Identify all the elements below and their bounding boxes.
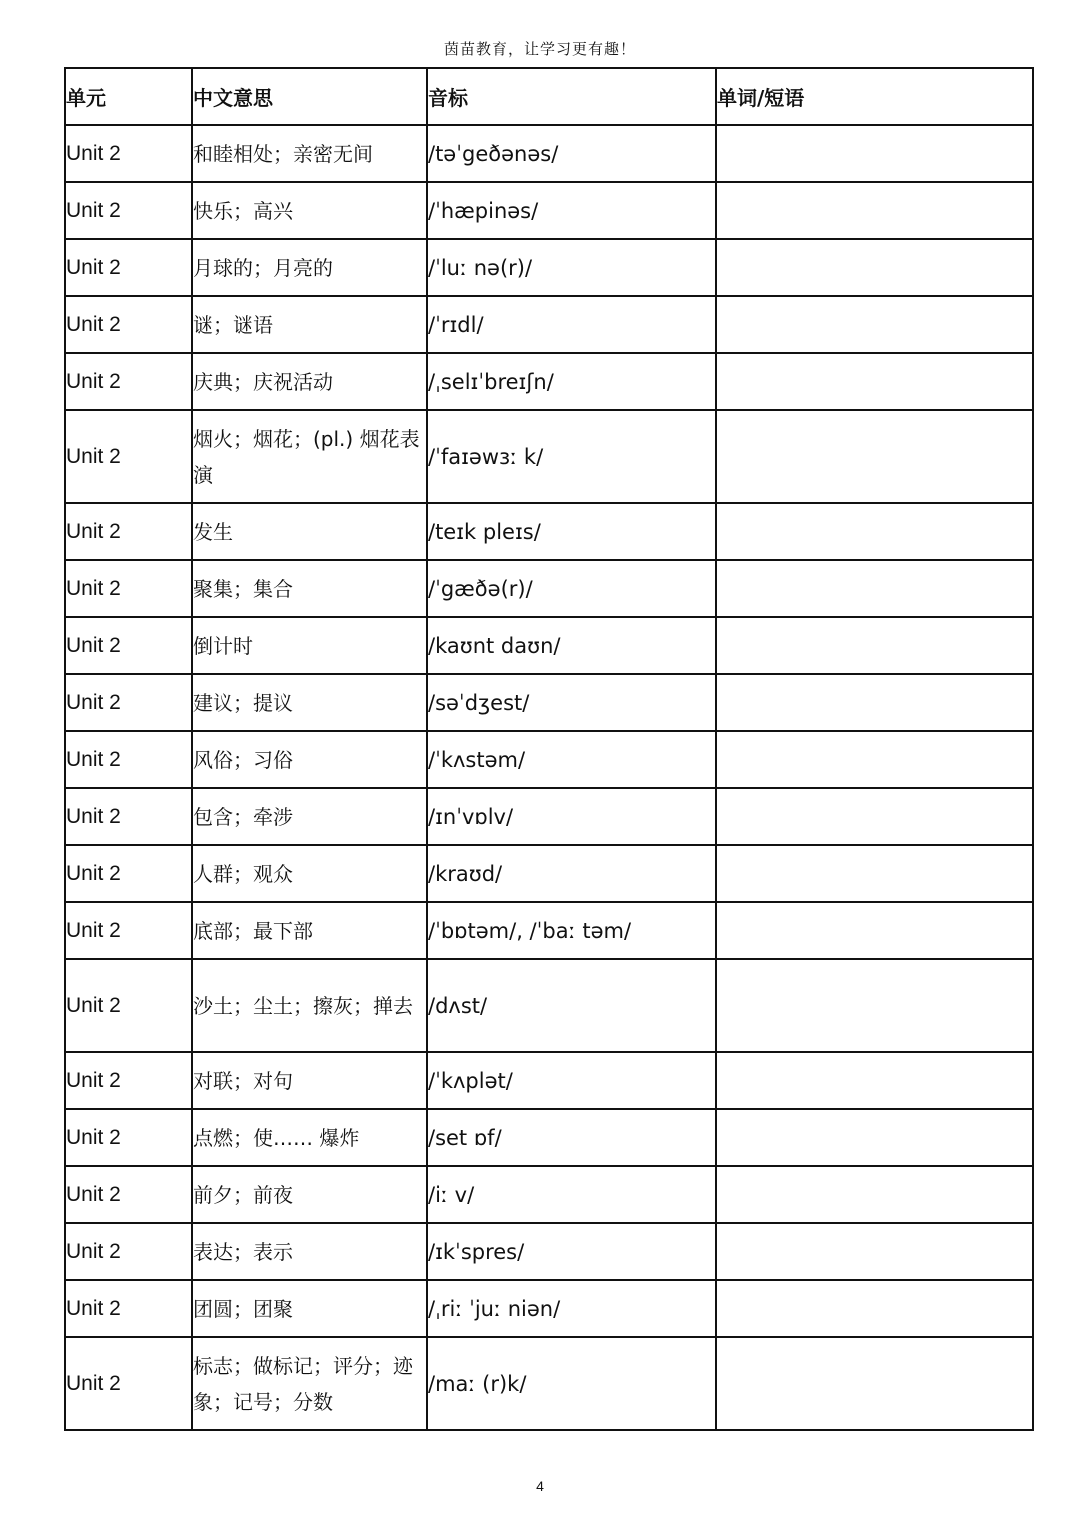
table-row [65,1109,1033,1166]
meaning-cell: 底部；最下部 [192,902,427,959]
table-row [65,182,1033,239]
phonetic-cell: /ˌriː ˈjuː niən/ [427,1280,716,1337]
word-cell [716,788,1033,845]
header-phonetic: 音标 [427,68,716,125]
table-row [65,239,1033,296]
meaning-cell: 建议；提议 [192,674,427,731]
word-cell [716,959,1033,1052]
word-cell [716,1166,1033,1223]
phonetic-cell: /ˌselɪˈbreɪʃn/ [427,353,716,410]
meaning-cell: 聚集；集合 [192,560,427,617]
table-header-row [65,68,1033,125]
unit-cell: Unit 2 [65,239,192,296]
phonetic-cell: /maː (r)k/ [427,1337,716,1430]
meaning-cell: 和睦相处；亲密无间 [192,125,427,182]
unit-cell: Unit 2 [65,845,192,902]
meaning-cell: 人群；观众 [192,845,427,902]
phonetic-cell: /ˈluː nə(r)/ [427,239,716,296]
word-cell [716,617,1033,674]
phonetic-cell: /ˈhæpinəs/ [427,182,716,239]
table-row [65,731,1033,788]
meaning-cell: 月球的；月亮的 [192,239,427,296]
table-row [65,503,1033,560]
table-row [65,125,1033,182]
meaning-cell: 倒计时 [192,617,427,674]
table-row [65,902,1033,959]
meaning-cell: 发生 [192,503,427,560]
phonetic-cell: /ˈkʌstəm/ [427,731,716,788]
phonetic-cell: /ɪnˈvɒlv/ [427,788,716,845]
phonetic-cell: /ˈfaɪəwɜː k/ [427,410,716,503]
page-header: 茵苗教育，让学习更有趣！ [443,40,636,58]
table-row [65,1337,1033,1430]
unit-cell: Unit 2 [65,674,192,731]
meaning-cell: 谜；谜语 [192,296,427,353]
header-meaning: 中文意思 [192,68,427,125]
word-cell [716,125,1033,182]
table-row [65,674,1033,731]
unit-cell: Unit 2 [65,959,192,1052]
meaning-cell: 前夕；前夜 [192,1166,427,1223]
header-word: 单词/短语 [716,68,1033,125]
unit-cell: Unit 2 [65,1280,192,1337]
word-cell [716,410,1033,503]
word-cell [716,182,1033,239]
unit-cell: Unit 2 [65,353,192,410]
word-cell [716,239,1033,296]
word-cell [716,1223,1033,1280]
phonetic-cell: /ɪkˈspres/ [427,1223,716,1280]
phonetic-cell: /ˈkʌplət/ [427,1052,716,1109]
unit-cell: Unit 2 [65,1337,192,1430]
word-cell [716,560,1033,617]
word-cell [716,1337,1033,1430]
meaning-cell: 风俗；习俗 [192,731,427,788]
phonetic-cell: /set ɒf/ [427,1109,716,1166]
word-cell [716,296,1033,353]
word-cell [716,845,1033,902]
table-row [65,410,1033,503]
table-row [65,1052,1033,1109]
meaning-cell: 对联；对句 [192,1052,427,1109]
table-row [65,845,1033,902]
table-row [65,1166,1033,1223]
unit-cell: Unit 2 [65,1223,192,1280]
unit-cell: Unit 2 [65,503,192,560]
unit-cell: Unit 2 [65,1052,192,1109]
table-row [65,617,1033,674]
meaning-cell: 点燃；使…… 爆炸 [192,1109,427,1166]
word-cell [716,674,1033,731]
word-cell [716,1052,1033,1109]
table-row [65,788,1033,845]
vocabulary-table [64,67,1034,1431]
table-row [65,1223,1033,1280]
unit-cell: Unit 2 [65,1166,192,1223]
word-cell [716,1109,1033,1166]
word-cell [716,353,1033,410]
phonetic-cell: /dʌst/ [427,959,716,1052]
phonetic-cell: /təˈgeðənəs/ [427,125,716,182]
meaning-cell: 庆典；庆祝活动 [192,353,427,410]
word-cell [716,1280,1033,1337]
unit-cell: Unit 2 [65,617,192,674]
phonetic-cell: /səˈdʒest/ [427,674,716,731]
phonetic-cell: /ˈrɪdl/ [427,296,716,353]
meaning-cell: 烟火；烟花；(pl.) 烟花表演 [192,410,427,503]
table-row [65,959,1033,1052]
phonetic-cell: /kaʊnt daʊn/ [427,617,716,674]
unit-cell: Unit 2 [65,125,192,182]
table-row [65,353,1033,410]
meaning-cell: 标志；做标记；评分；迹象；记号；分数 [192,1337,427,1430]
word-cell [716,902,1033,959]
table-row [65,296,1033,353]
word-cell [716,731,1033,788]
table-row [65,560,1033,617]
unit-cell: Unit 2 [65,410,192,503]
unit-cell: Unit 2 [65,1109,192,1166]
phonetic-cell: /teɪk pleɪs/ [427,503,716,560]
unit-cell: Unit 2 [65,902,192,959]
table-row [65,1280,1033,1337]
phonetic-cell: /iː v/ [427,1166,716,1223]
page-number: 4 [536,1478,544,1494]
meaning-cell: 沙土；尘土；擦灰；掸去 [192,959,427,1052]
meaning-cell: 表达；表示 [192,1223,427,1280]
header-unit: 单元 [65,68,192,125]
unit-cell: Unit 2 [65,788,192,845]
phonetic-cell: /kraʊd/ [427,845,716,902]
unit-cell: Unit 2 [65,296,192,353]
unit-cell: Unit 2 [65,560,192,617]
meaning-cell: 快乐；高兴 [192,182,427,239]
meaning-cell: 包含；牵涉 [192,788,427,845]
phonetic-cell: /ˈbɒtəm/, /ˈbaː təm/ [427,902,716,959]
word-cell [716,503,1033,560]
unit-cell: Unit 2 [65,182,192,239]
unit-cell: Unit 2 [65,731,192,788]
phonetic-cell: /ˈgæðə(r)/ [427,560,716,617]
meaning-cell: 团圆；团聚 [192,1280,427,1337]
